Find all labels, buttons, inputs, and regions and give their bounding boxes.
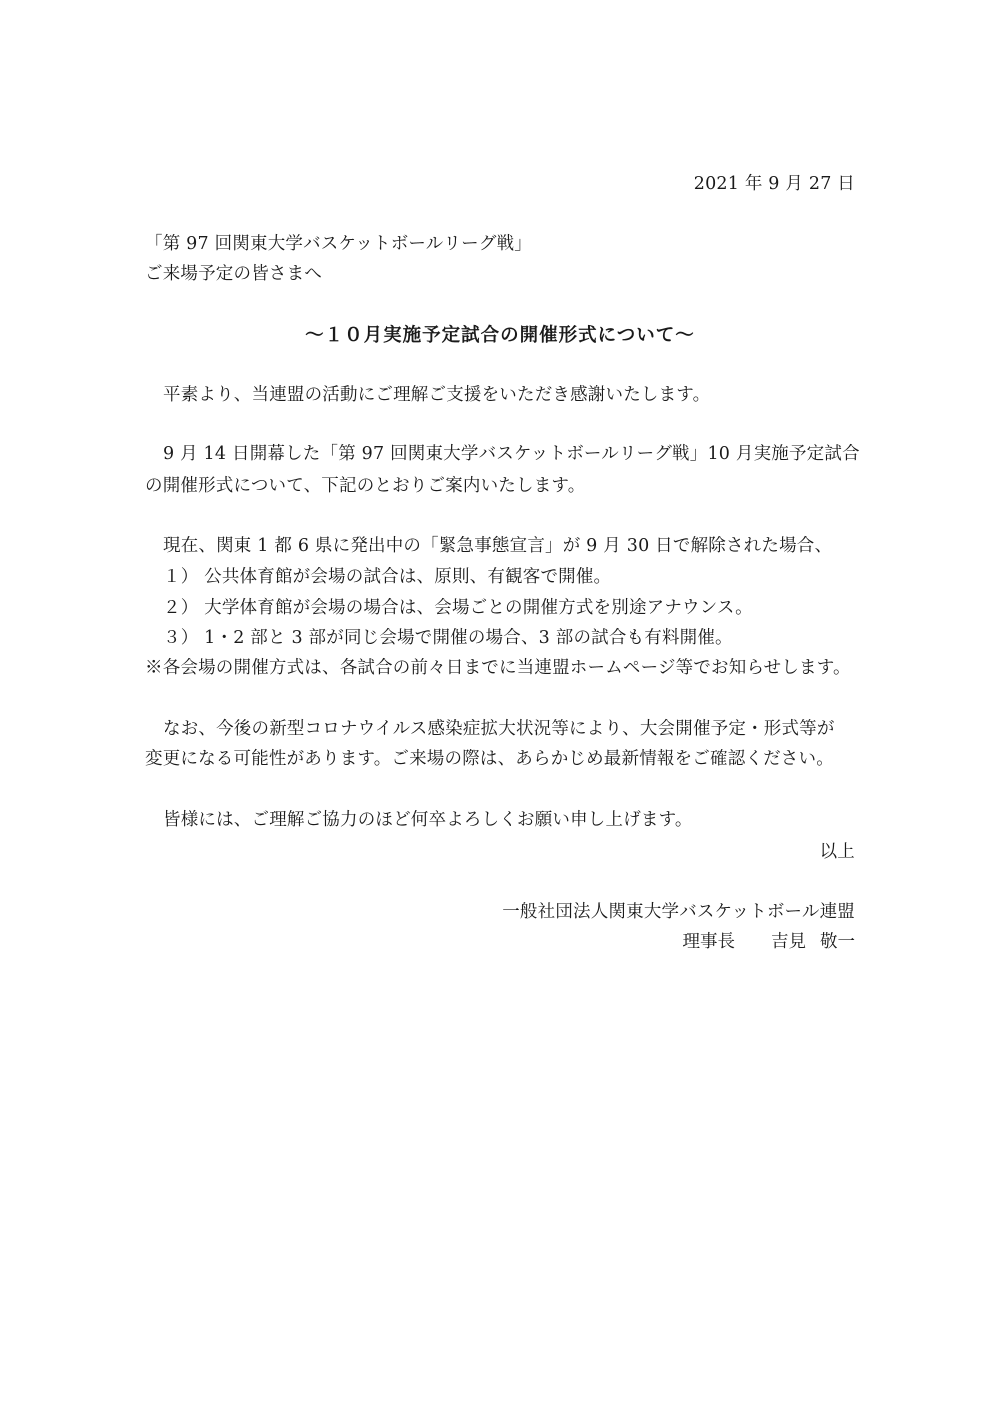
signature-position: 理事長 [682, 932, 735, 952]
ijo-closing-mark: 以上 [819, 842, 855, 862]
signature-family-name: 吉見 [771, 932, 806, 952]
intro-paragraph-line-1: 9 月 14 日開幕した「第 97 回関東大学バスケットボールリーグ戦」10 月実施予定試合 [163, 444, 860, 464]
recipient-line-1: 「第 97 回関東大学バスケットボールリーグ戦」 [145, 234, 532, 254]
list-item-2: ２） 大学体育館が会場の場合は、会場ごとの開催方式を別途アナウンス。 [163, 598, 753, 618]
venue-note: ※各会場の開催方式は、各試合の前々日までに当連盟ホームページ等でお知らせします。 [145, 658, 851, 678]
list-item-1: １） 公共体育館が会場の試合は、原則、有観客で開催。 [163, 567, 612, 587]
recipient-line-2: ご来場予定の皆さまへ [145, 264, 322, 284]
notice-paragraph-line-2: 変更になる可能性があります。ご来場の際は、あらかじめ最新情報をご確認ください。 [145, 749, 834, 769]
signature-organization: 一般社団法人関東大学バスケットボール連盟 [502, 902, 855, 922]
intro-paragraph-line-2: の開催形式について、下記のとおりご案内いたします。 [145, 476, 586, 496]
closing-paragraph: 皆様には、ご理解ご協力のほど何卒よろしくお願い申し上げます。 [163, 810, 693, 830]
signature-given-name: 敬一 [820, 932, 855, 952]
notice-paragraph-line-1: なお、今後の新型コロナウイルス感染症拡大状況等により、大会開催予定・形式等が [163, 719, 835, 739]
signature-name-row [683, 930, 856, 954]
document-date: 2021 年 9 月 27 日 [693, 174, 855, 194]
condition-paragraph: 現在、関東 1 都 6 県に発出中の「緊急事態宣言」が 9 月 30 日で解除された場合、 [163, 536, 833, 556]
list-item-3: ３） 1・2 部と 3 部が同じ会場で開催の場合、3 部の試合も有料開催。 [163, 628, 733, 648]
greeting-paragraph: 平素より、当連盟の活動にご理解ご支援をいただき感謝いたします。 [163, 385, 711, 405]
document-title: ～１０月実施予定試合の開催形式について～ [305, 325, 695, 346]
